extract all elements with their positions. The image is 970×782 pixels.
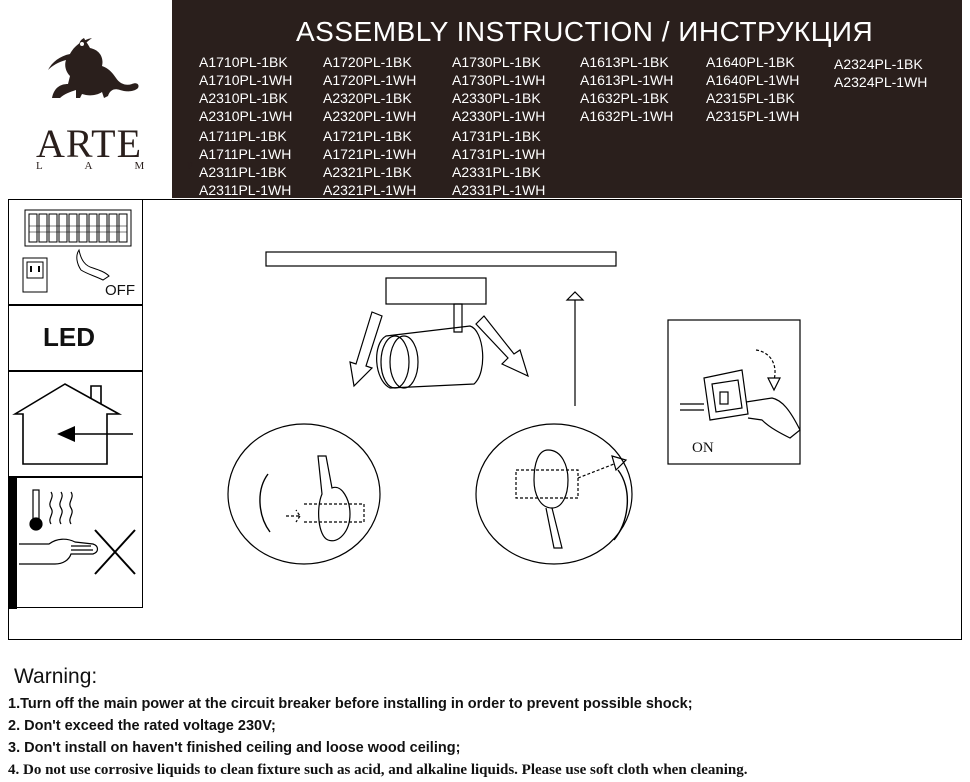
- rotate-arrow-icon: [756, 350, 775, 380]
- model-code: A1710PL-1BK: [199, 54, 288, 70]
- model-code: A2321PL-1WH: [323, 182, 417, 198]
- model-code: A1632PL-1WH: [580, 108, 674, 124]
- model-code: A1720PL-1WH: [323, 72, 417, 88]
- page-title: ASSEMBLY INSTRUCTION / ИНСТРУКЦИЯ: [296, 16, 874, 47]
- detail-circle-left: [228, 424, 380, 564]
- model-code: A1730PL-1WH: [452, 72, 546, 88]
- mounting-plate-icon: [266, 252, 616, 266]
- model-code: A2330PL-1WH: [452, 108, 546, 124]
- switch-panel-frame: [668, 320, 800, 464]
- on-label: ON: [692, 440, 714, 456]
- model-code: A1613PL-1BK: [580, 54, 669, 70]
- clip-icon: [318, 456, 350, 541]
- tilt-arrow-right-icon: [476, 316, 528, 376]
- model-code: A2315PL-1BK: [706, 90, 795, 106]
- model-code: A1711PL-1BK: [199, 128, 287, 144]
- model-code: A1640PL-1WH: [706, 72, 800, 88]
- model-code: A2310PL-1BK: [199, 90, 288, 106]
- warning-title: Warning:: [14, 665, 98, 688]
- brand-subtitle: L A M P: [36, 160, 214, 172]
- model-code: A2320PL-1BK: [323, 90, 412, 106]
- model-code: A2331PL-1BK: [452, 164, 541, 180]
- warning-item: 1.Turn off the main power at the circuit breaker before installing in order to prevent possible shock;: [8, 696, 693, 712]
- model-code: A2330PL-1BK: [452, 90, 541, 106]
- model-code: A2331PL-1WH: [452, 182, 546, 198]
- model-code: A2311PL-1WH: [199, 182, 292, 198]
- model-code: A1720PL-1BK: [323, 54, 412, 70]
- model-code: A2315PL-1WH: [706, 108, 800, 124]
- spot-lamp-icon: [377, 326, 483, 388]
- off-label: OFF: [105, 282, 135, 299]
- wall-switch-icon: [704, 370, 748, 420]
- model-code: A1632PL-1BK: [580, 90, 669, 106]
- warning-item: 2. Don't exceed the rated voltage 230V;: [8, 718, 276, 734]
- model-code: A1640PL-1BK: [706, 54, 795, 70]
- detail-circle-right: [476, 424, 632, 564]
- warning-item: 4. Do not use corrosive liquids to clean fixture such as acid, and alkaline liquids. Please use soft cloth when cleaning.: [8, 762, 748, 778]
- model-code: A2324PL-1BK: [834, 56, 923, 72]
- model-code: A1711PL-1WH: [199, 146, 292, 162]
- finger-icon: [746, 398, 800, 438]
- model-code: A2311PL-1BK: [199, 164, 287, 180]
- model-code: A1731PL-1BK: [452, 128, 541, 144]
- ceiling-base-icon: [386, 278, 486, 304]
- model-code: A2321PL-1BK: [323, 164, 412, 180]
- model-code: A1710PL-1WH: [199, 72, 293, 88]
- brand-wordmark: ARTE: [36, 121, 143, 166]
- model-code: A1721PL-1BK: [323, 128, 412, 144]
- model-code: A2310PL-1WH: [199, 108, 293, 124]
- model-code: A2320PL-1WH: [323, 108, 417, 124]
- warning-item: 3. Don't install on haven't finished ceiling and loose wood ceiling;: [8, 740, 461, 756]
- model-code: A2324PL-1WH: [834, 74, 928, 90]
- model-code: A1731PL-1WH: [452, 146, 546, 162]
- model-code: A1721PL-1WH: [323, 146, 417, 162]
- model-code: A1730PL-1BK: [452, 54, 541, 70]
- led-label: LED: [43, 322, 95, 352]
- model-code: A1613PL-1WH: [580, 72, 674, 88]
